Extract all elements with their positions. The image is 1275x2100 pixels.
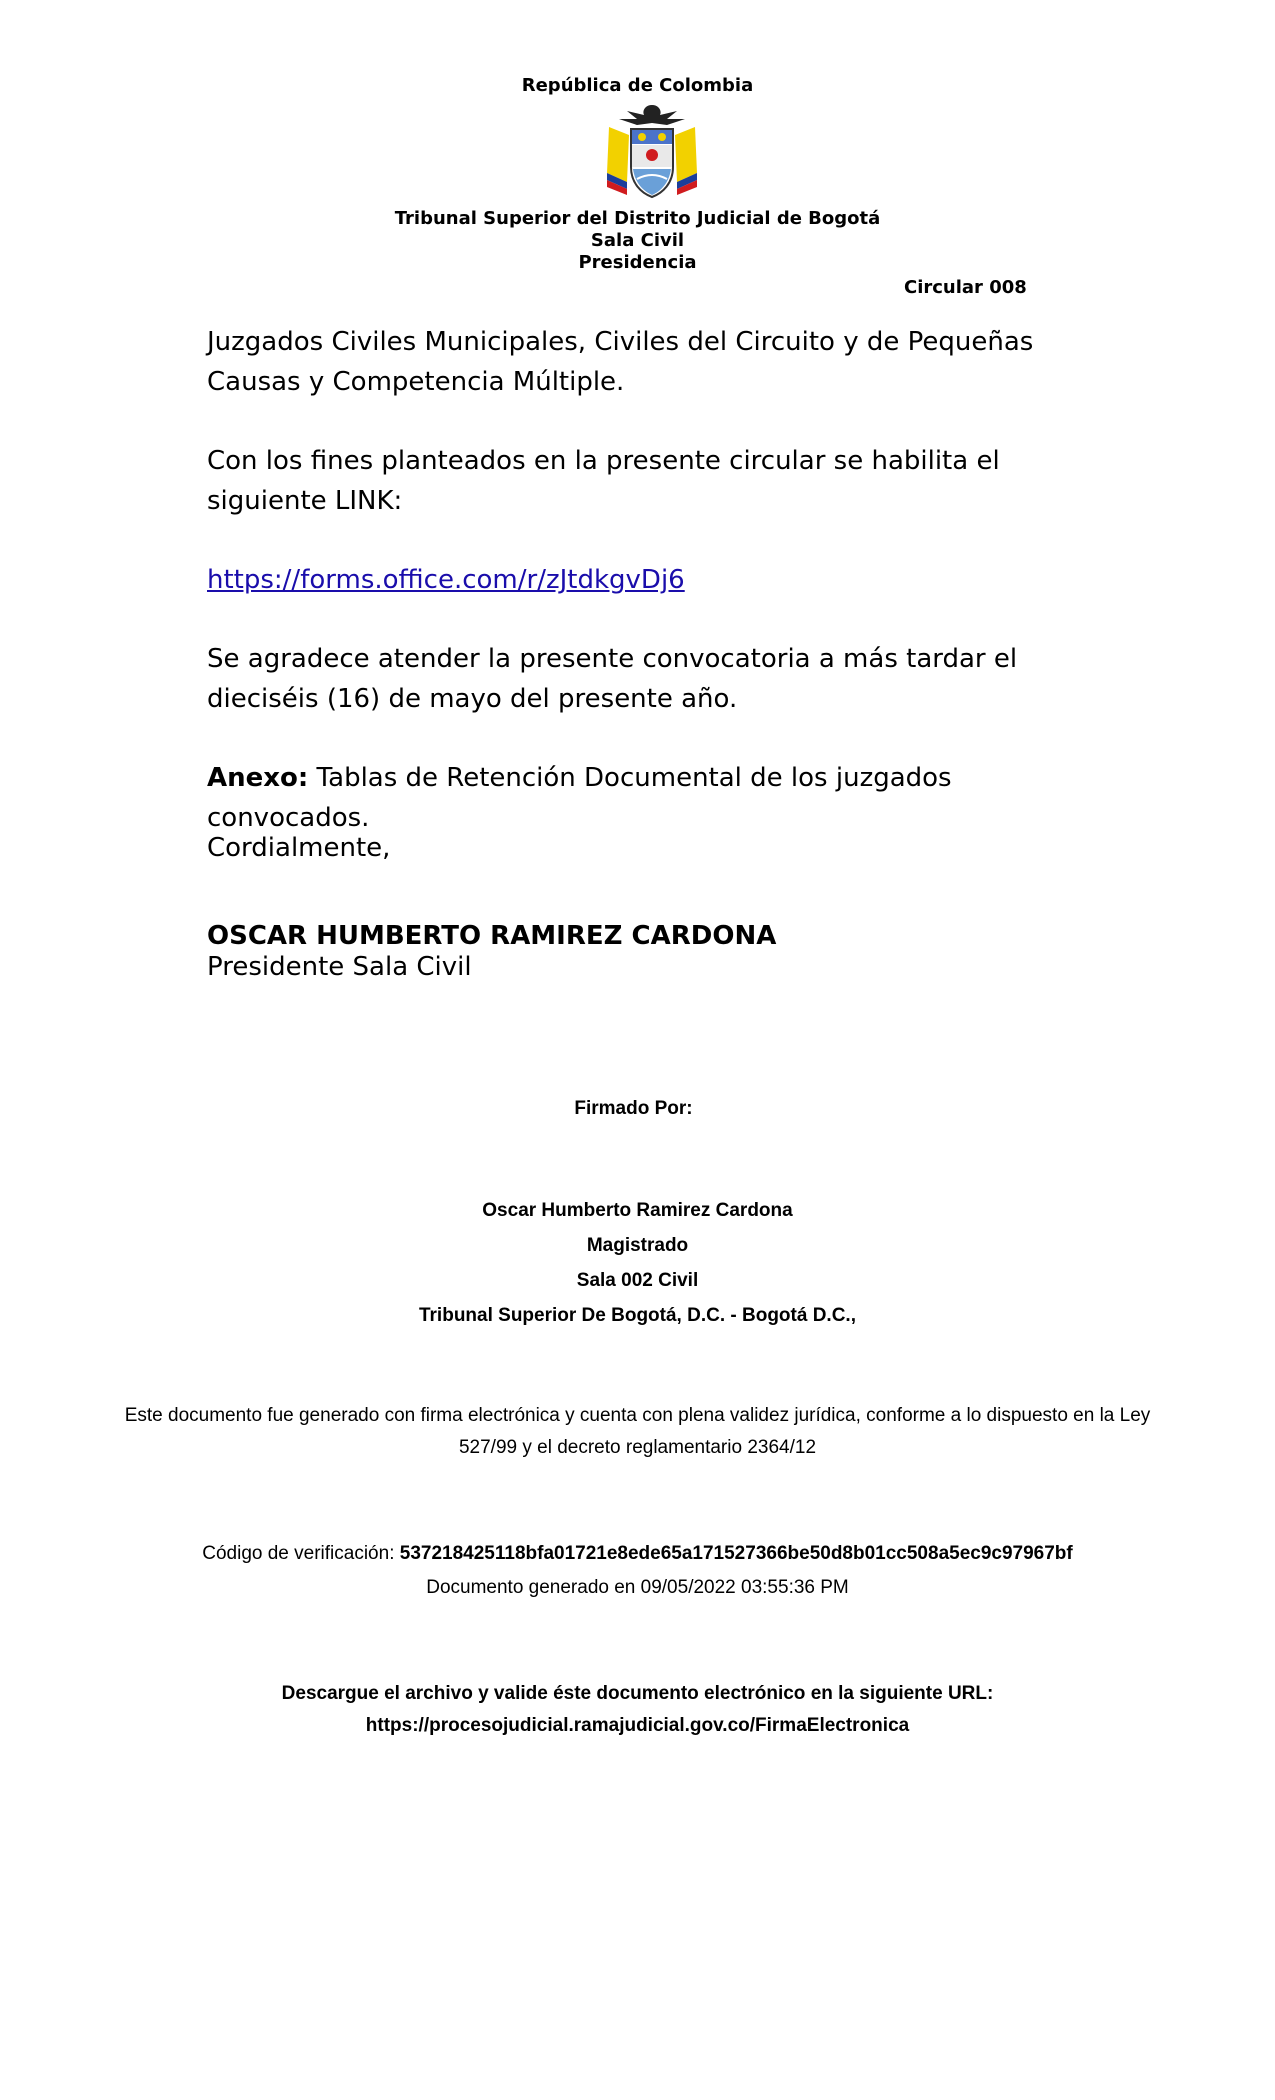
validity-line-1: Este documento fue generado con firma electrónica y cuenta con plena validez jurídica, conforme a lo dispuesto en la Ley	[124, 1405, 1151, 1426]
header-chamber: Sala Civil	[590, 230, 685, 251]
closing: Cordialmente,	[207, 833, 391, 863]
download-instructions: Descargue el archivo y valide éste documento electrónico en la siguiente URL:	[281, 1683, 994, 1704]
annex-paragraph	[207, 758, 1107, 838]
signer-name: OSCAR HUMBERTO RAMIREZ CARDONA	[207, 921, 777, 951]
annex-label: Anexo:	[207, 763, 309, 793]
signature-role: Magistrado	[586, 1235, 689, 1256]
generated-date: Documento generado en 09/05/2022 03:55:36 PM	[426, 1577, 849, 1598]
recipients-paragraph: Juzgados Civiles Municipales, Civiles del Circuito y de Pequeñas Causas y Competencia Múltiple.	[207, 327, 1034, 397]
header-court: Tribunal Superior del Distrito Judicial de Bogotá	[394, 208, 881, 229]
form-link[interactable]: https://forms.office.com/r/zJtdkgvDj6	[207, 565, 685, 595]
signer-title: Presidente Sala Civil	[207, 952, 472, 982]
signature-name: Oscar Humberto Ramirez Cardona	[482, 1200, 793, 1221]
header-office: Presidencia	[578, 252, 697, 273]
signature-court: Tribunal Superior De Bogotá, D.C. - Bogotá D.C.,	[418, 1305, 856, 1326]
colombia-coat-of-arms-icon	[597, 97, 707, 203]
validity-line-2: 527/99 y el decreto reglamentario 2364/12	[458, 1437, 817, 1458]
verification-label: Código de verificación:	[202, 1543, 400, 1564]
verification-code: 537218425118bfa01721e8ede65a171527366be50d8b01cc508a5ec9c97967bf	[399, 1543, 1073, 1564]
signed-by-label: Firmado Por:	[574, 1098, 693, 1119]
deadline-paragraph: Se agradece atender la presente convocatoria a más tardar el dieciséis (16) de mayo del presente año.	[207, 644, 1018, 714]
verification-line	[0, 1543, 1275, 1565]
link-intro-paragraph: Con los fines planteados en la presente circular se habilita el siguiente LINK:	[207, 446, 1000, 516]
circular-number: Circular 008	[904, 277, 1027, 298]
annex-text: Tablas de Retención Documental de los juzgados convocados.	[207, 763, 952, 833]
validation-url[interactable]: https://procesojudicial.ramajudicial.gov.co/FirmaElectronica	[365, 1715, 910, 1736]
header-country: República de Colombia	[521, 75, 754, 96]
signature-room: Sala 002 Civil	[576, 1270, 699, 1291]
